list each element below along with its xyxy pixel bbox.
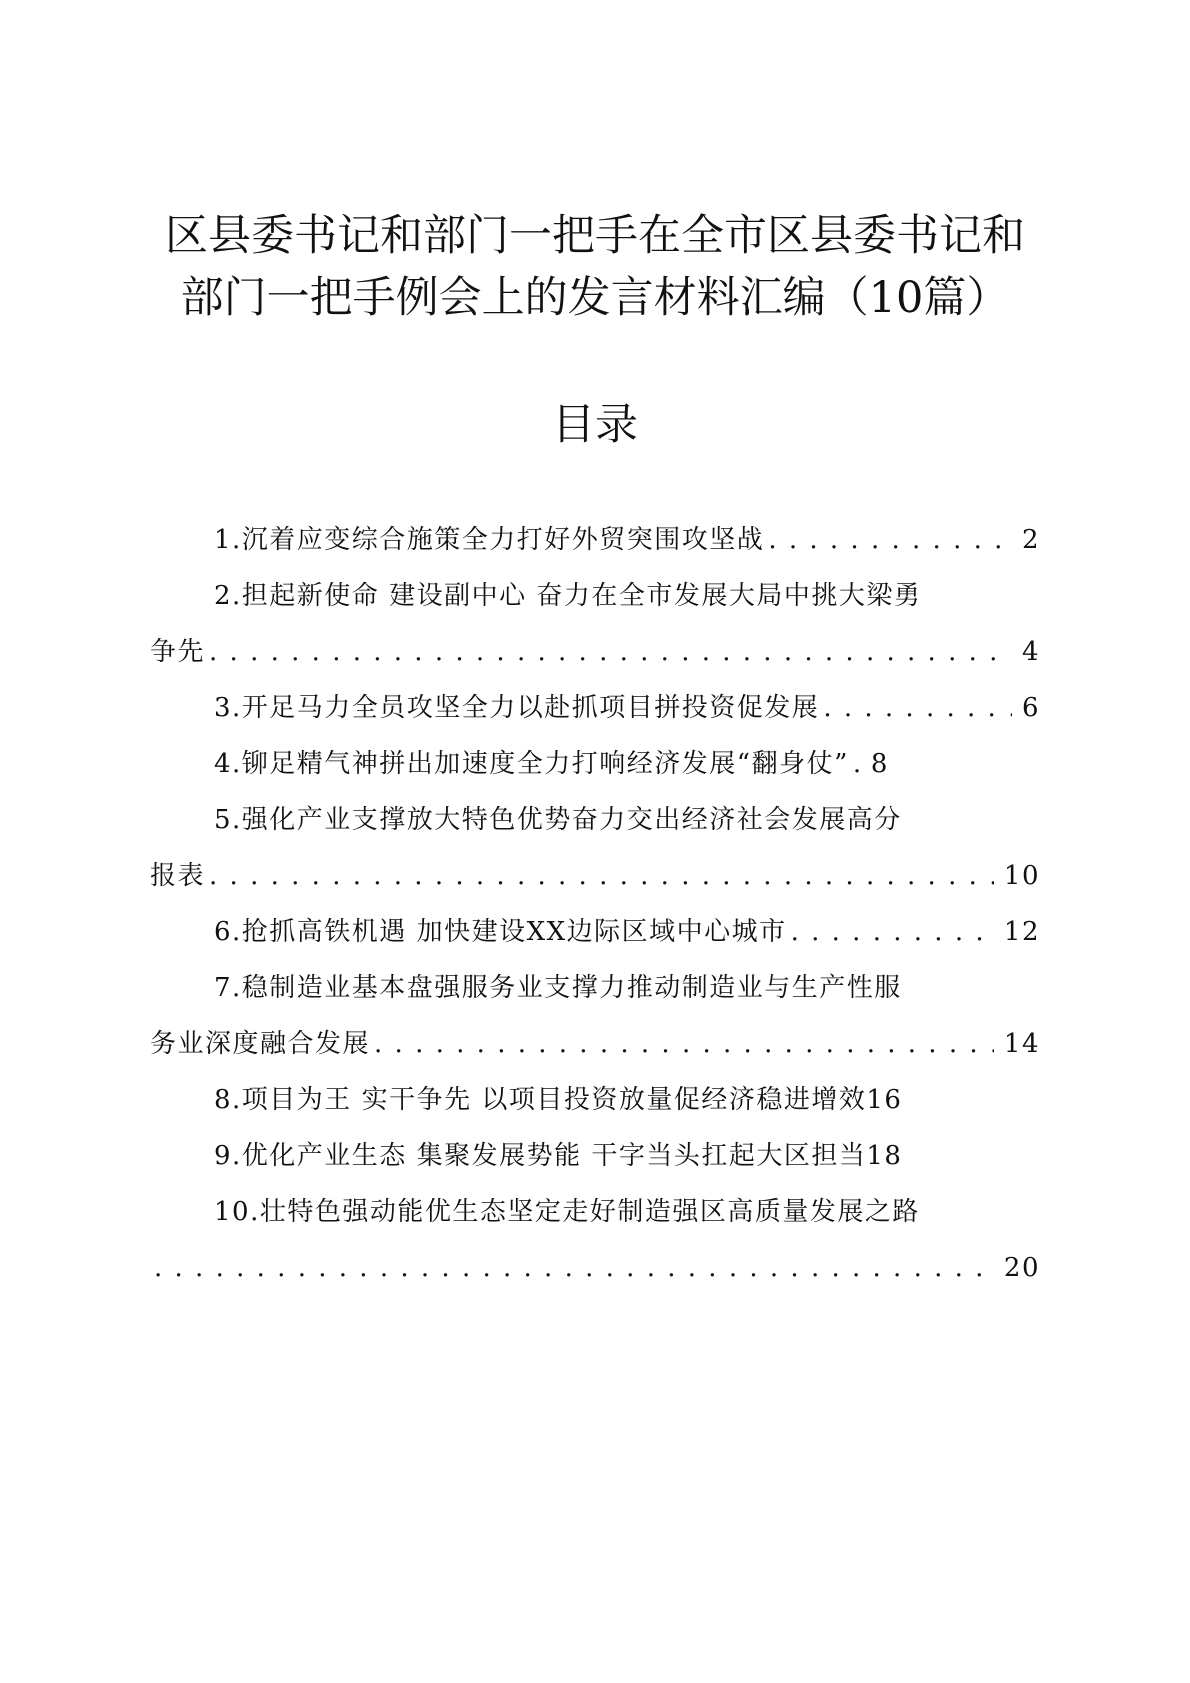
document-title [140, 205, 1050, 329]
toc-entry-5[interactable] [150, 792, 1040, 904]
toc-entry-title-cont: 报表 [150, 861, 206, 891]
toc-heading: 目录 [552, 400, 638, 450]
toc-entry-title: 2.担起新使命 建设副中心 奋力在全市发展大局中挑大梁勇 [214, 581, 922, 611]
dot-leader [768, 512, 1012, 568]
toc-entry-title-cont: 争先 [150, 637, 206, 667]
toc-entry-page: 4 [1021, 637, 1040, 667]
dot-leader [154, 1240, 994, 1296]
toc-entry-2[interactable] [150, 568, 1040, 680]
title-line-1: 区县委书记和部门一把手在全市区县委书记和 [165, 211, 1025, 261]
toc-entry-title: 1.沉着应变综合施策全力打好外贸突围攻坚战 [214, 525, 765, 555]
toc-entry-10[interactable] [150, 1184, 1040, 1296]
dot-leader [209, 848, 994, 904]
dot-leader [374, 1016, 994, 1072]
toc-entry-3[interactable] [150, 680, 1040, 736]
toc-entry-page: 16 [866, 1085, 903, 1115]
dot-leader [209, 624, 1012, 680]
dot-leader [853, 736, 861, 792]
toc-entry-page: 8 [870, 749, 889, 779]
toc-entry-9[interactable] [150, 1128, 1040, 1184]
toc-entry-title: 4.铆足精气神拼出加速度全力打响经济发展“翻身仗” [214, 749, 849, 779]
title-line-2: 部门一把手例会上的发言材料汇编（10篇） [180, 273, 1010, 323]
toc-entry-1[interactable] [150, 512, 1040, 568]
toc-entry-title: 10.壮特色强动能优生态坚定走好制造强区高质量发展之路 [214, 1197, 920, 1227]
dot-leader [823, 680, 1012, 736]
toc-entry-7[interactable] [150, 960, 1040, 1072]
toc-entry-title: 5.强化产业支撑放大特色优势奋力交出经济社会发展高分 [214, 805, 902, 835]
toc-entry-6[interactable] [150, 904, 1040, 960]
toc-entry-page: 18 [866, 1141, 903, 1171]
toc-entry-page: 10 [1003, 861, 1040, 891]
toc-entry-page: 6 [1021, 693, 1040, 723]
table-of-contents [150, 512, 1040, 1296]
toc-entry-page: 2 [1021, 525, 1040, 555]
toc-entry-title: 9.优化产业生态 集聚发展势能 干字当头扛起大区担当 [214, 1141, 867, 1171]
toc-entry-title: 3.开足马力全员攻坚全力以赴抓项目拼投资促发展 [214, 693, 820, 723]
toc-entry-page: 20 [1003, 1253, 1040, 1283]
toc-entry-title-cont: 务业深度融合发展 [150, 1029, 371, 1059]
toc-entry-4[interactable] [150, 736, 1040, 792]
toc-entry-page: 14 [1003, 1029, 1040, 1059]
dot-leader [791, 904, 994, 960]
toc-entry-title: 8.项目为王 实干争先 以项目投资放量促经济稳进增效 [214, 1085, 867, 1115]
toc-entry-title: 6.抢抓高铁机遇 加快建设XX边际区域中心城市 [214, 917, 787, 947]
toc-entry-title: 7.稳制造业基本盘强服务业支撑力推动制造业与生产性服 [214, 973, 902, 1003]
toc-entry-page: 12 [1003, 917, 1040, 947]
toc-entry-8[interactable] [150, 1072, 1040, 1128]
